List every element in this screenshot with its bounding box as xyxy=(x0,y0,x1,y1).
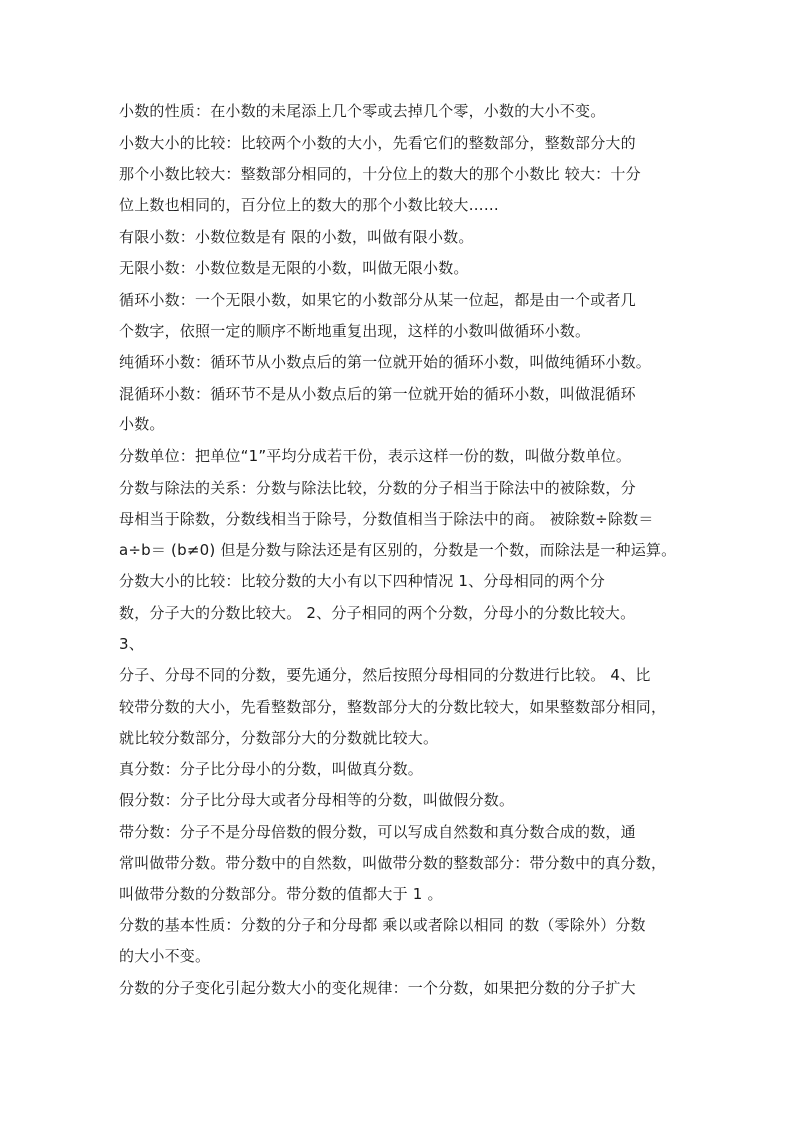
text-line-20: 较带分数的大小，先看整数部分，整数部分大的分数比较大，如果整数部分相同， xyxy=(119,698,667,716)
text-line-21: 就比较分数部分，分数部分大的分数就比较大。 xyxy=(119,729,439,747)
text-line-18: 3、 xyxy=(119,635,144,653)
text-line-29: 分数的分子变化引起分数大小的变化规律：一个分数，如果把分数的分子扩大 xyxy=(119,979,636,997)
text-line-6: 无限小数：小数位数是无限的小数，叫做无限小数。 xyxy=(119,259,469,277)
text-line-3: 那个小数比较大：整数部分相同的，十分位上的数大的那个小数比 较大：十分 xyxy=(119,165,641,183)
text-line-11: 小数。 xyxy=(119,415,165,433)
text-line-5: 有限小数：小数位数是有 限的小数，叫做有限小数。 xyxy=(119,228,474,246)
text-line-19: 分子、分母不同的分数，要先通分，然后按照分母相同的分数进行比较。 4、比 xyxy=(119,666,651,684)
text-line-24: 带分数：分子不是分母倍数的假分数，可以写成自然数和真分数合成的数，通 xyxy=(119,823,636,841)
text-line-14: 母相当于除数，分数线相当于除号，分数值相当于除法中的商。 被除数÷除数＝ xyxy=(119,510,654,528)
text-line-13: 分数与除法的关系：分数与除法比较，分数的分子相当于除法中的被除数，分 xyxy=(119,479,636,497)
text-line-7: 循环小数：一个无限小数，如果它的小数部分从某一位起，都是由一个或者几 xyxy=(119,291,636,309)
text-line-16: 分数大小的比较：比较分数的大小有以下四种情况 1、分母相同的两个分 xyxy=(119,572,605,590)
text-line-8: 个数字，依照一定的顺序不断地重复出现，这样的小数叫做循环小数。 xyxy=(119,322,591,340)
text-line-23: 假分数：分子比分母大或者分母相等的分数，叫做假分数。 xyxy=(119,791,515,809)
text-line-28: 的大小不变。 xyxy=(119,947,211,965)
text-line-1: 小数的性质：在小数的未尾添上几个零或去掉几个零，小数的大小不变。 xyxy=(119,102,606,120)
text-line-12: 分数单位：把单位“1”平均分成若干份，表示这样一份的数，叫做分数单位。 xyxy=(119,447,632,465)
text-line-15: a÷b＝ (b≠0) 但是分数与除法还是有区别的，分数是一个数，而除法是一种运算。 xyxy=(119,541,677,559)
text-line-25: 常叫做带分数。带分数中的自然数，叫做带分数的整数部分：带分数中的真分数， xyxy=(119,854,667,872)
text-line-27: 分数的基本性质：分数的分子和分母都 乘以或者除以相同 的数（零除外）分数 xyxy=(119,916,646,934)
text-line-2: 小数大小的比较：比较两个小数的大小，先看它们的整数部分，整数部分大的 xyxy=(119,134,636,152)
text-line-9: 纯循环小数：循环节从小数点后的第一位就开始的循环小数，叫做纯循环小数。 xyxy=(119,353,652,371)
text-line-26: 叫做带分数的分数部分。带分数的值都大于 1 。 xyxy=(119,885,443,903)
text-line-10: 混循环小数：循环节不是从小数点后的第一位就开始的循环小数，叫做混循环 xyxy=(119,385,636,403)
text-line-4: 位上数也相同的，百分位上的数大的那个小数比较大…… xyxy=(119,196,500,214)
text-line-22: 真分数：分子比分母小的分数，叫做真分数。 xyxy=(119,760,424,778)
text-line-17: 数，分子大的分数比较大。 2、分子相同的两个分数，分母小的分数比较大。 xyxy=(119,604,636,622)
